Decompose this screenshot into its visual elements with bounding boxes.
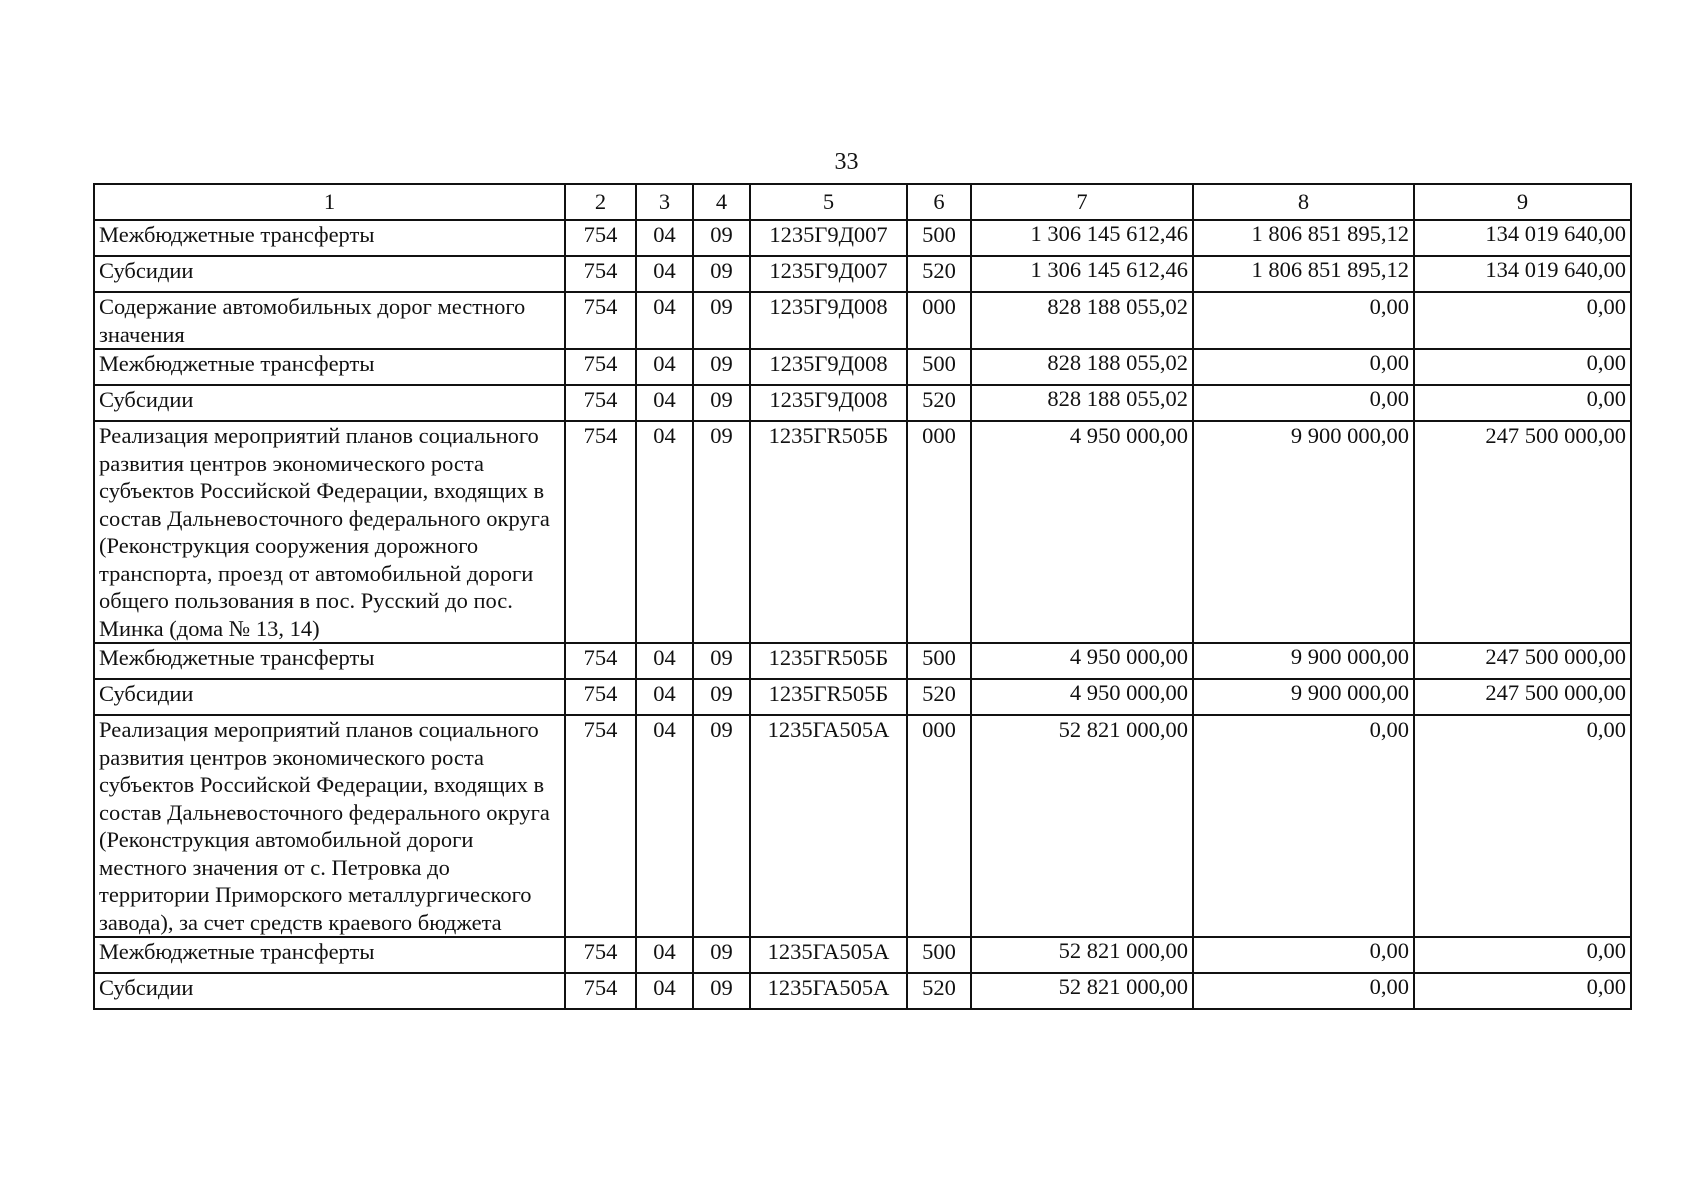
section-code: 04: [636, 937, 693, 973]
amount-col7: 4 950 000,00: [971, 643, 1193, 679]
section-code: 04: [636, 973, 693, 1009]
section-code: 04: [636, 421, 693, 643]
expense-name: Межбюджетные трансферты: [94, 643, 565, 679]
amount-col9: 0,00: [1414, 715, 1631, 937]
subsection-code: 09: [693, 220, 750, 256]
column-header: 1: [94, 184, 565, 220]
target-article-code: 1235ГА505А: [750, 973, 907, 1009]
table-row: [94, 385, 1631, 421]
expense-name: Межбюджетные трансферты: [94, 349, 565, 385]
header-row: [94, 184, 1631, 220]
column-header: 9: [1414, 184, 1631, 220]
table-row: [94, 256, 1631, 292]
amount-col9: 0,00: [1414, 973, 1631, 1009]
amount-col7: 828 188 055,02: [971, 385, 1193, 421]
expense-type-code: 500: [907, 937, 971, 973]
amount-col7: 52 821 000,00: [971, 973, 1193, 1009]
table-row: [94, 679, 1631, 715]
expense-type-code: 520: [907, 256, 971, 292]
amount-col8: 1 806 851 895,12: [1193, 256, 1414, 292]
subsection-code: 09: [693, 421, 750, 643]
column-header: 3: [636, 184, 693, 220]
amount-col8: 9 900 000,00: [1193, 421, 1414, 643]
expense-name: Содержание автомобильных дорог местного значения: [94, 292, 565, 349]
amount-col7: 828 188 055,02: [971, 349, 1193, 385]
expense-type-code: 000: [907, 715, 971, 937]
expense-type-code: 520: [907, 385, 971, 421]
expense-type-code: 500: [907, 220, 971, 256]
expense-name: Субсидии: [94, 973, 565, 1009]
target-article-code: 1235ГА505А: [750, 715, 907, 937]
column-header: 4: [693, 184, 750, 220]
expense-name: Межбюджетные трансферты: [94, 220, 565, 256]
amount-col9: 0,00: [1414, 292, 1631, 349]
amount-col8: 0,00: [1193, 349, 1414, 385]
table-row: [94, 349, 1631, 385]
expense-type-code: 500: [907, 643, 971, 679]
ministry-code: 754: [565, 973, 636, 1009]
amount-col8: 9 900 000,00: [1193, 679, 1414, 715]
amount-col9: 0,00: [1414, 349, 1631, 385]
amount-col7: 52 821 000,00: [971, 937, 1193, 973]
expense-type-code: 520: [907, 679, 971, 715]
amount-col9: 247 500 000,00: [1414, 679, 1631, 715]
expense-type-code: 000: [907, 292, 971, 349]
subsection-code: 09: [693, 643, 750, 679]
amount-col8: 0,00: [1193, 292, 1414, 349]
table-row: [94, 220, 1631, 256]
expense-name: Реализация мероприятий планов социального развития центров экономического роста субъектов Российской Федерации, входящих в состав Дальневосточного федерального округа (Реконструкция автомобильной дороги местного значения от с. Петровка до территории Приморского металлургического завода), за счет средств краевого бюджета: [94, 715, 565, 937]
section-code: 04: [636, 679, 693, 715]
table-row: [94, 643, 1631, 679]
target-article-code: 1235ГR505Б: [750, 643, 907, 679]
subsection-code: 09: [693, 256, 750, 292]
target-article-code: 1235ГА505А: [750, 937, 907, 973]
subsection-code: 09: [693, 715, 750, 937]
expense-name: Межбюджетные трансферты: [94, 937, 565, 973]
amount-col9: 0,00: [1414, 937, 1631, 973]
expense-type-code: 000: [907, 421, 971, 643]
expense-type-code: 500: [907, 349, 971, 385]
amount-col8: 9 900 000,00: [1193, 643, 1414, 679]
amount-col9: 247 500 000,00: [1414, 421, 1631, 643]
subsection-code: 09: [693, 937, 750, 973]
section-code: 04: [636, 715, 693, 937]
table-row: [94, 937, 1631, 973]
ministry-code: 754: [565, 349, 636, 385]
amount-col8: 1 806 851 895,12: [1193, 220, 1414, 256]
amount-col7: 52 821 000,00: [971, 715, 1193, 937]
amount-col9: 247 500 000,00: [1414, 643, 1631, 679]
amount-col8: 0,00: [1193, 385, 1414, 421]
amount-col8: 0,00: [1193, 715, 1414, 937]
amount-col7: 1 306 145 612,46: [971, 220, 1193, 256]
table-row: [94, 973, 1631, 1009]
subsection-code: 09: [693, 349, 750, 385]
amount-col7: 1 306 145 612,46: [971, 256, 1193, 292]
amount-col8: 0,00: [1193, 937, 1414, 973]
amount-col9: 134 019 640,00: [1414, 220, 1631, 256]
ministry-code: 754: [565, 421, 636, 643]
ministry-code: 754: [565, 715, 636, 937]
amount-col8: 0,00: [1193, 973, 1414, 1009]
table-row: [94, 292, 1631, 349]
subsection-code: 09: [693, 973, 750, 1009]
target-article-code: 1235Г9Д007: [750, 256, 907, 292]
ministry-code: 754: [565, 643, 636, 679]
target-article-code: 1235ГR505Б: [750, 679, 907, 715]
target-article-code: 1235Г9Д008: [750, 385, 907, 421]
amount-col7: 4 950 000,00: [971, 679, 1193, 715]
ministry-code: 754: [565, 937, 636, 973]
expense-name: Реализация мероприятий планов социального развития центров экономического роста субъектов Российской Федерации, входящих в состав Дальневосточного федерального округа (Реконструкция сооружения дорожного транспорта, проезд от автомобильной дороги общего пользования в пос. Русский до пос. Минка (дома № 13, 14): [94, 421, 565, 643]
ministry-code: 754: [565, 385, 636, 421]
subsection-code: 09: [693, 292, 750, 349]
column-header: 8: [1193, 184, 1414, 220]
column-header: 7: [971, 184, 1193, 220]
amount-col9: 0,00: [1414, 385, 1631, 421]
amount-col9: 134 019 640,00: [1414, 256, 1631, 292]
section-code: 04: [636, 220, 693, 256]
column-header: 5: [750, 184, 907, 220]
amount-col7: 828 188 055,02: [971, 292, 1193, 349]
ministry-code: 754: [565, 220, 636, 256]
expense-type-code: 520: [907, 973, 971, 1009]
section-code: 04: [636, 349, 693, 385]
target-article-code: 1235Г9Д007: [750, 220, 907, 256]
ministry-code: 754: [565, 292, 636, 349]
ministry-code: 754: [565, 256, 636, 292]
section-code: 04: [636, 292, 693, 349]
expense-name: Субсидии: [94, 679, 565, 715]
target-article-code: 1235Г9Д008: [750, 292, 907, 349]
column-header: 2: [565, 184, 636, 220]
target-article-code: 1235ГR505Б: [750, 421, 907, 643]
budget-table: [93, 183, 1632, 1010]
ministry-code: 754: [565, 679, 636, 715]
expense-name: Субсидии: [94, 256, 565, 292]
page-number: 33: [834, 149, 859, 175]
target-article-code: 1235Г9Д008: [750, 349, 907, 385]
section-code: 04: [636, 643, 693, 679]
table-row: [94, 421, 1631, 643]
subsection-code: 09: [693, 679, 750, 715]
expense-name: Субсидии: [94, 385, 565, 421]
section-code: 04: [636, 256, 693, 292]
table-row: [94, 715, 1631, 937]
amount-col7: 4 950 000,00: [971, 421, 1193, 643]
column-header: 6: [907, 184, 971, 220]
subsection-code: 09: [693, 385, 750, 421]
section-code: 04: [636, 385, 693, 421]
